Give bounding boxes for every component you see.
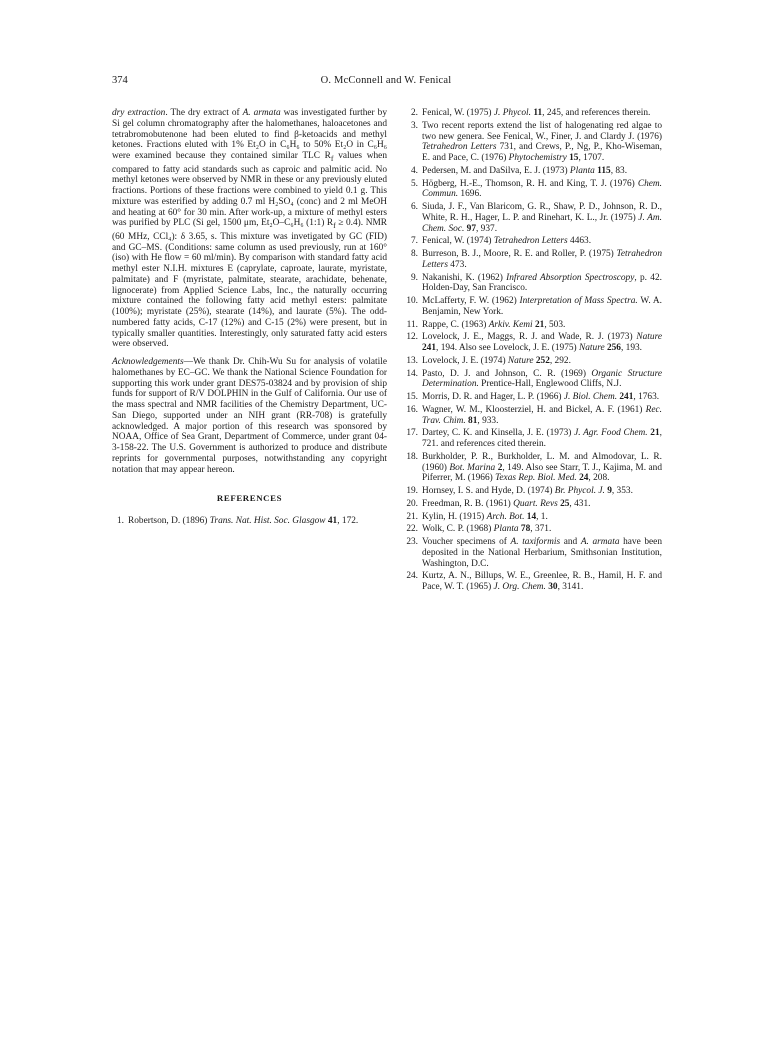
text-run: was investigated further by Si gel column chromatography after the halomethanes, haloacetones and tetrabromobutenone had been eluted to find β-ketoacids and methyl ketones. Fractions eluted with 1% Et₂O in C₆H₆ to 50% Et₂O in C₆H₆ were examined because they contained similar TLC R <box>112 108 387 161</box>
text-run: , 193. <box>620 343 643 353</box>
text-run: Voucher specimens of <box>422 537 511 547</box>
reference-number: 12. <box>406 332 418 343</box>
reference-item <box>403 202 662 234</box>
text-run: Burkholder, P. R., Burkholder, L. M. and Almodovar, L. R. (1960) <box>422 451 662 473</box>
reference-item <box>403 524 662 535</box>
bold-volume: 15 <box>566 153 579 163</box>
italic-text: Nature <box>507 355 534 366</box>
reference-number: 3. <box>410 120 418 131</box>
references-list-left <box>112 516 387 527</box>
reference-item <box>403 236 662 247</box>
reference-item <box>403 121 662 164</box>
text-run: , 194. Also see Lovelock, J. E. (1975) <box>436 343 580 353</box>
subscript-text: f <box>333 221 336 231</box>
text-run: , 3141. <box>557 582 584 592</box>
italic-text: Planta <box>569 165 595 176</box>
text-run: , 208. <box>588 473 610 484</box>
italic-text: Texas Rep. Biol. Med. <box>495 473 577 484</box>
text-run: , 353. <box>611 486 633 496</box>
bold-volume: 81 <box>465 415 478 426</box>
text-run: have been deposited in the National Herbarium, Smithsonian Institution, Washington, D.C. <box>422 537 662 569</box>
text-run: Kurtz, A. N., Billups, W. E., Greenlee, R. B., Hamil, H. F. and Pace, W. T. (1965) <box>422 571 662 592</box>
reference-item <box>112 516 387 527</box>
italic-text: Trans. Nat. Hist. Soc. Glasgow <box>209 516 326 527</box>
reference-number: 2. <box>410 108 418 118</box>
text-run: , 371. <box>530 524 552 535</box>
text-run: Pedersen, M. and DaSilva, E. J. (1973) <box>422 165 570 176</box>
italic-text: A. armata <box>242 108 281 118</box>
reference-number: 13. <box>406 355 418 366</box>
reference-number: 18. <box>406 451 418 462</box>
text-run: Lovelock, J. E. (1974) <box>422 355 508 366</box>
subscript-text: f <box>330 153 334 163</box>
reference-item <box>403 356 662 367</box>
text-run: , 937. <box>476 223 498 234</box>
italic-text: A. taxiformis <box>510 537 561 547</box>
text-run: , 245, and references therein. <box>542 108 651 118</box>
reference-number: 5. <box>410 178 418 189</box>
italic-text: dry extraction <box>112 108 166 118</box>
reference-item <box>403 320 662 331</box>
text-run: , 503. <box>544 319 566 330</box>
italic-text: J. Org. Chem. <box>493 582 546 592</box>
page-number: 374 <box>112 75 128 86</box>
italic-text: Nature <box>579 343 605 353</box>
text-run: , 1. <box>536 511 548 522</box>
reference-item <box>403 108 662 119</box>
reference-number: 19. <box>406 486 418 496</box>
italic-text: Nature <box>636 332 662 343</box>
reference-number: 14. <box>406 368 418 379</box>
text-run: , 172. <box>337 516 359 527</box>
reference-number: 20. <box>406 498 418 509</box>
text-run: Wolk, C. P. (1968) <box>422 524 494 535</box>
italic-text: Br. Phycol. J. <box>554 486 605 496</box>
reference-number: 23. <box>406 537 418 547</box>
text-run: McLafferty, F. W. (1962) <box>422 296 520 306</box>
bold-volume: 115 <box>594 165 611 176</box>
text-run: , 1707. <box>578 153 605 163</box>
bold-volume: 11 <box>531 108 543 118</box>
reference-item <box>403 571 662 593</box>
italic-text: J. Biol. Chem. <box>563 392 618 402</box>
reference-number: 22. <box>406 524 418 535</box>
reference-item <box>403 249 662 271</box>
text-run: ≥ 0.4). NMR (60 MHz, CCl₄): δ 3.65, s. This mixture was invetigated by GC (FID) and GC–MS. (Conditions: same column as used previously, run at 160° (iso) with He flow = 60 ml/min). By comparison with standard fatty acid methyl ester N.I.H. mixtures E (caprylate, caproate, laurate, myristate, palmitate) and F (myristate, palmitate, stearate, arachidate, behenate, lignocerate) from Applied Science Labs, Inc., the naturally occurring mixture contained the following fatty acid methyl esters: palmitate (100%); myristate (25%), stearate (14%), and laurate (5%). The odd-numbered fatty acids, C-17 (12%) and C-15 (2%) were present, but in typically smaller quantities. Interestingly, only saturated fatty acid esters were observed. <box>112 218 387 350</box>
references-list-right <box>403 108 662 593</box>
reference-item <box>403 428 662 450</box>
bold-volume: 97 <box>464 223 476 234</box>
reference-item <box>403 405 662 427</box>
text-run: Högberg, H.-E., Thomson, R. H. and King, T. J. (1976) <box>422 178 638 189</box>
reference-item <box>403 486 662 497</box>
left-column <box>112 108 387 529</box>
italic-text: Tetrahedron Letters <box>422 249 662 270</box>
text-run: Kylin, H. (1915) <box>422 511 487 522</box>
text-run: 473. <box>447 259 467 270</box>
text-run: Prentice-Hall, Englewood Cliffs, N.J. <box>478 379 622 390</box>
right-column <box>403 108 662 595</box>
reference-item <box>403 332 662 354</box>
references-heading: REFERENCES <box>216 493 283 504</box>
bold-volume: 30 <box>545 582 558 592</box>
italic-text: Phytochemistry <box>508 153 567 163</box>
italic-text: Infrared Absorption Spectroscopy <box>506 272 635 283</box>
text-run: Fenical, W. (1974) <box>422 236 494 247</box>
text-run: , 292. <box>549 355 571 366</box>
reference-number: 21. <box>406 511 418 522</box>
italic-text: Organic Structure Determination. <box>422 368 663 390</box>
text-run: Burreson, B. J., Moore, R. E. and Roller, P. (1975) <box>422 249 617 259</box>
text-run: , 431. <box>569 498 591 509</box>
bold-volume: 2 <box>495 462 503 473</box>
text-run: Pasto, D. J. and Johnson, C. R. (1969) <box>422 368 592 379</box>
text-run: . The dry extract of <box>165 108 243 118</box>
running-header-authors: O. McConnell and W. Fenical <box>320 75 452 86</box>
reference-number: 11. <box>406 319 418 330</box>
text-run: , p. 42. Holden-Day, San Francisco. <box>422 272 662 294</box>
reference-item <box>403 296 662 318</box>
bold-volume: 241 <box>422 343 437 353</box>
text-run: Nakanishi, K. (1962) <box>422 272 507 283</box>
bold-volume: 9 <box>604 486 612 496</box>
italic-text: A. armata <box>580 537 620 547</box>
acknowledgements-paragraph <box>112 357 387 475</box>
text-run: Rappe, C. (1963) <box>422 319 489 330</box>
italic-text: J. Am. Chem. Soc. <box>422 212 662 234</box>
text-run: 4463. <box>567 236 592 247</box>
italic-text: Interpretation of Mass Spectra. <box>519 296 638 306</box>
reference-number: 8. <box>410 249 418 259</box>
reference-number: 4. <box>410 165 418 176</box>
reference-item <box>403 392 662 403</box>
reference-number: 9. <box>410 272 418 283</box>
text-run: Morris, D. R. and Hager, L. P. (1966) <box>422 392 564 402</box>
italic-text: J. Phycol. <box>493 108 531 118</box>
text-run: , 83. <box>610 165 628 176</box>
text-run: Hornsey, I. S. and Hyde, D. (1974) <box>422 486 555 496</box>
experimental-paragraph <box>112 108 387 350</box>
reference-number: 7. <box>410 236 418 247</box>
text-run: Two recent reports extend the list of halogenating red algae to two new genera. See Fenical, W., Finer, J. and Clardy J. (1976) <box>422 120 662 142</box>
text-run: Fenical, W. (1975) <box>422 108 494 118</box>
text-run: and <box>560 537 581 547</box>
reference-number: 10. <box>406 296 418 306</box>
italic-text: Tetrahedron Letters <box>493 236 568 247</box>
bold-volume: 21 <box>532 319 545 330</box>
text-run: Freedman, R. B. (1961) <box>422 498 514 509</box>
text-run: Lovelock, J. E., Maggs, R. J. and Wade, R. J. (1973) <box>422 332 637 343</box>
italic-text: Arkiv. Kemi <box>488 319 533 330</box>
text-run: Siuda, J. F., Van Blaricom, G. R., Shaw, P. D., Johnson, R. D., White, R. H., Hager, L. P. and Rinehart, K. L., Jr. (1975) <box>422 202 662 223</box>
bold-volume: 252 <box>533 355 550 366</box>
italic-text: Bot. Marina <box>449 462 496 473</box>
italic-text: Chem. Commun. <box>422 178 662 200</box>
reference-number: 1. <box>116 516 124 527</box>
reference-number: 15. <box>406 392 418 402</box>
text-run: 731, and Crews, P., Ng, P., Kho-Wiseman, E. and Pace, C. (1976) <box>422 142 662 163</box>
italic-text: Acknowledgements <box>112 357 184 368</box>
reference-item <box>403 512 662 523</box>
bold-volume: 14 <box>524 511 537 522</box>
reference-item <box>403 179 662 201</box>
italic-text: Rec. Trav. Chim. <box>422 404 662 426</box>
bold-volume: 21 <box>647 428 660 439</box>
reference-number: 17. <box>406 428 418 439</box>
italic-text: Planta <box>493 524 519 535</box>
bold-volume: 25 <box>557 498 570 509</box>
text-run: , 1763. <box>633 392 660 402</box>
reference-item <box>403 537 662 569</box>
text-run: Dartey, C. K. and Kinsella, J. E. (1973) <box>422 428 575 439</box>
italic-text: Tetrahedron Letters <box>422 142 497 153</box>
text-run: —We thank Dr. Chih-Wu Su for analysis of volatile halomethanes by EC–GC. We thank the National Science Foundation for supporting this work under grant DES75-03824 and by provision of ship funds for support of R/V DOLPHIN in the Gulf of California. Our use of the mass spectral and NMR facilities of the Chemistry Department, UC-San Diego, supported under an NIH grant (RR-708) is gratefully acknowledged. A major portion of this research was sponsored by NOAA, Office of Sea Grant, Department of Commerce, under grant 04-3-158-22. The U.S. Government is authorized to produce and distribute reprints for governmental purposes, notwithstanding any copyright notation that may appear hereon. <box>112 357 387 475</box>
text-run: , 721. and references cited therein. <box>422 428 662 449</box>
text-run: Robertson, D. (1896) <box>128 516 210 527</box>
bold-volume: 78 <box>518 524 531 535</box>
reference-item <box>403 452 662 484</box>
bold-volume: 241 <box>617 392 634 402</box>
text-run: 1696. <box>458 189 482 200</box>
reference-item <box>403 273 662 295</box>
bold-volume: 256 <box>604 343 621 353</box>
reference-item <box>403 166 662 177</box>
reference-item <box>403 499 662 510</box>
text-run: , 149. Also see Starr, T. J., Kajima, M. and Piferrer, M. (1966) <box>422 462 662 484</box>
reference-number: 24. <box>406 571 418 582</box>
text-run: , 933. <box>477 415 499 426</box>
text-run: values when compared to fatty acid standards such as caproic and palmitic acid. No methyl ketones were observed by NMR in these or any previously eluted fractions. Portions of these fractions were combined to yield 0.1 g. This mixture was esterified by adding 0.7 ml H₂SO₄ (conc) and 2 ml MeOH and heating at 60° for 30 min. After work-up, a mixture of methyl esters was purified by PLC (Si gel, 1500 μm, Et₂O–C₆H₆ (1:1) R <box>112 151 387 229</box>
reference-number: 16. <box>406 404 418 415</box>
italic-text: J. Agr. Food Chem. <box>574 428 648 439</box>
bold-volume: 24 <box>576 473 589 484</box>
text-run: W. A. Benjamin, New York. <box>422 296 662 317</box>
italic-text: Quart. Revs <box>513 498 558 509</box>
italic-text: Arch. Bot. <box>486 511 525 522</box>
reference-number: 6. <box>410 202 418 212</box>
text-run: Wagner, W. M., Kloosterziel, H. and Bickel, A. F. (1961) <box>422 404 646 415</box>
running-header <box>112 75 660 89</box>
bold-volume: 41 <box>325 516 338 527</box>
reference-item <box>403 369 662 391</box>
